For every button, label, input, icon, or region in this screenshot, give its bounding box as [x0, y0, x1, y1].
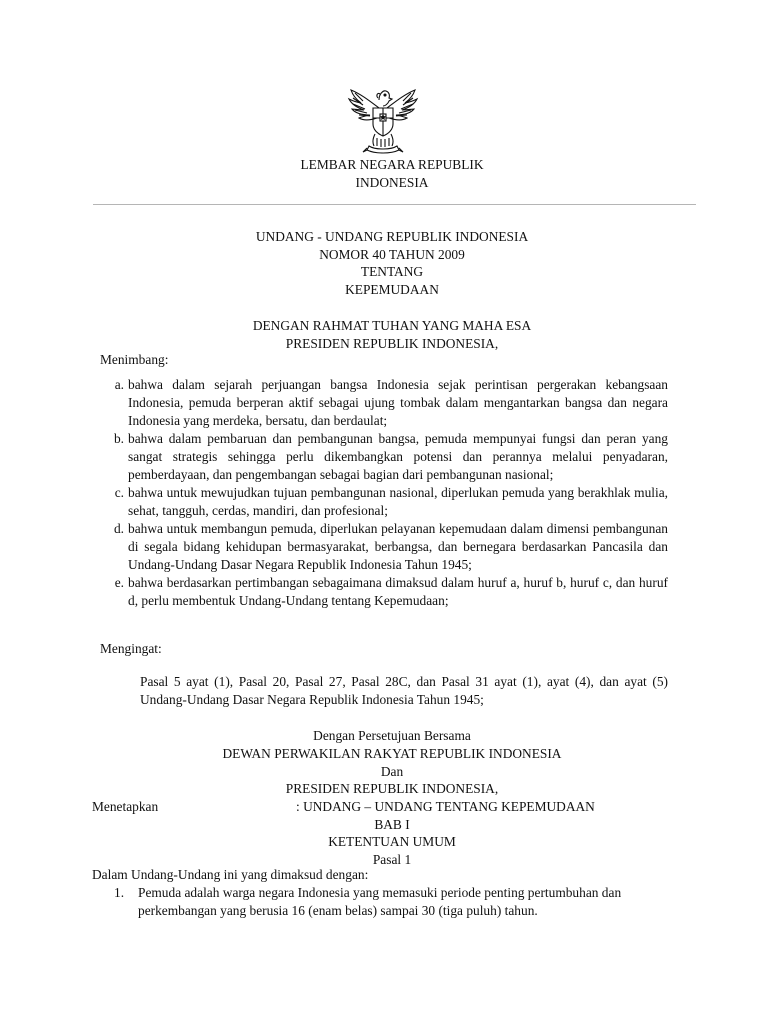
law-number: NOMOR 40 TAHUN 2009 — [319, 247, 465, 262]
gazette-title-line-2: INDONESIA — [355, 175, 429, 190]
article-number: Pasal 1 — [372, 852, 412, 867]
chapter-title: KETENTUAN UMUM — [328, 834, 456, 849]
law-title-line-1: UNDANG - UNDANG REPUBLIK INDONESIA — [255, 229, 529, 244]
list-item-text: bahwa untuk membangun pemuda, diperlukan pelayanan kepemudaan dalam dimensi pembangunan di segala bidang kehidupan bermasyarakat, berbangsa, dan bernegara berdasarkan Pancasila dan Undang-Undang Dasar Negara Republik Indonesia Tahun 1945; — [128, 521, 668, 572]
persetujuan-line-3: Dan — [380, 764, 404, 779]
mengingat-label: Mengingat: — [100, 641, 162, 656]
definition-line-2: perkembangan yang berusia 16 (enam belas) sampai 30 (tiga puluh) tahun. — [138, 903, 538, 918]
chapter-number: BAB I — [374, 817, 410, 832]
menimbang-item-d — [100, 520, 668, 574]
list-marker: c. — [114, 485, 124, 500]
definitions-intro: Dalam Undang-Undang ini yang dimaksud dengan: — [92, 867, 369, 882]
gazette-title-line-1: LEMBAR NEGARA REPUBLIK — [300, 157, 484, 172]
list-item-text: bahwa untuk mewujudkan tujuan pembangunan nasional, diperlukan pemuda yang berakhlak mulia, sehat, tangguh, cerdas, mandiri, dan profesional; — [128, 485, 668, 518]
definition-item-1 — [100, 884, 660, 920]
preamble-line-1: DENGAN RAHMAT TUHAN YANG MAHA ESA — [252, 318, 532, 333]
menimbang-label: Menimbang: — [100, 352, 169, 367]
list-marker: b. — [113, 431, 124, 446]
law-tentang: TENTANG — [360, 264, 424, 279]
preamble-line-2: PRESIDEN REPUBLIK INDONESIA, — [285, 336, 499, 351]
mengingat-text: Pasal 5 ayat (1), Pasal 20, Pasal 27, Pasal 28C, dan Pasal 31 ayat (1), ayat (4), dan ayat (5) Undang-Undang Dasar Negara Republik Indonesia Tahun 1945; — [140, 674, 668, 707]
list-item-text: bahwa dalam sejarah perjuangan bangsa Indonesia sejak perintisan pergerakan kebangsaan Indonesia, pemuda berperan aktif sebagai ujung tombak dalam mengantarkan bangsa dan negara Indonesia yang merdeka, bersatu, dan berdaulat; — [128, 377, 668, 428]
persetujuan-line-2: DEWAN PERWAKILAN RAKYAT REPUBLIK INDONESIA — [222, 746, 562, 761]
persetujuan-line-1: Dengan Persetujuan Bersama — [313, 728, 471, 743]
list-item-text: bahwa dalam pembaruan dan pembangunan bangsa, pemuda mempunyai fungsi dan peran yang sangat strategis sehingga perlu dikembangkan potensi dan perannya melalui penyadaran, pemberdayaan, dan pengembangan sebagai bagian dari pembangunan nasional; — [128, 431, 668, 482]
list-marker: 1. — [114, 885, 125, 900]
list-item-text: bahwa berdasarkan pertimbangan sebagaimana dimaksud dalam huruf a, huruf b, huruf c, dan huruf d, perlu membentuk Undang-Undang tentang Kepemudaan; — [128, 575, 668, 608]
menimbang-list — [100, 376, 668, 610]
menimbang-item-b — [100, 430, 668, 484]
menimbang-item-a — [100, 376, 668, 430]
list-marker: a. — [114, 377, 124, 392]
menetapkan-value: : UNDANG – UNDANG TENTANG KEPEMUDAAN — [296, 799, 595, 814]
menimbang-item-c — [100, 484, 668, 520]
header-divider — [93, 204, 696, 205]
garuda-emblem-icon — [343, 84, 423, 156]
definitions-list — [100, 884, 660, 920]
list-marker: e. — [114, 575, 124, 590]
menimbang-item-e — [100, 574, 668, 610]
definition-line-1: Pemuda adalah warga negara Indonesia yang memasuki periode penting pertumbuhan dan — [138, 885, 622, 900]
persetujuan-line-4: PRESIDEN REPUBLIK INDONESIA, — [285, 781, 499, 796]
menetapkan-row — [92, 798, 692, 816]
menetapkan-label: Menetapkan — [92, 799, 159, 814]
law-subject: KEPEMUDAAN — [345, 282, 439, 297]
list-marker: d. — [113, 521, 124, 536]
